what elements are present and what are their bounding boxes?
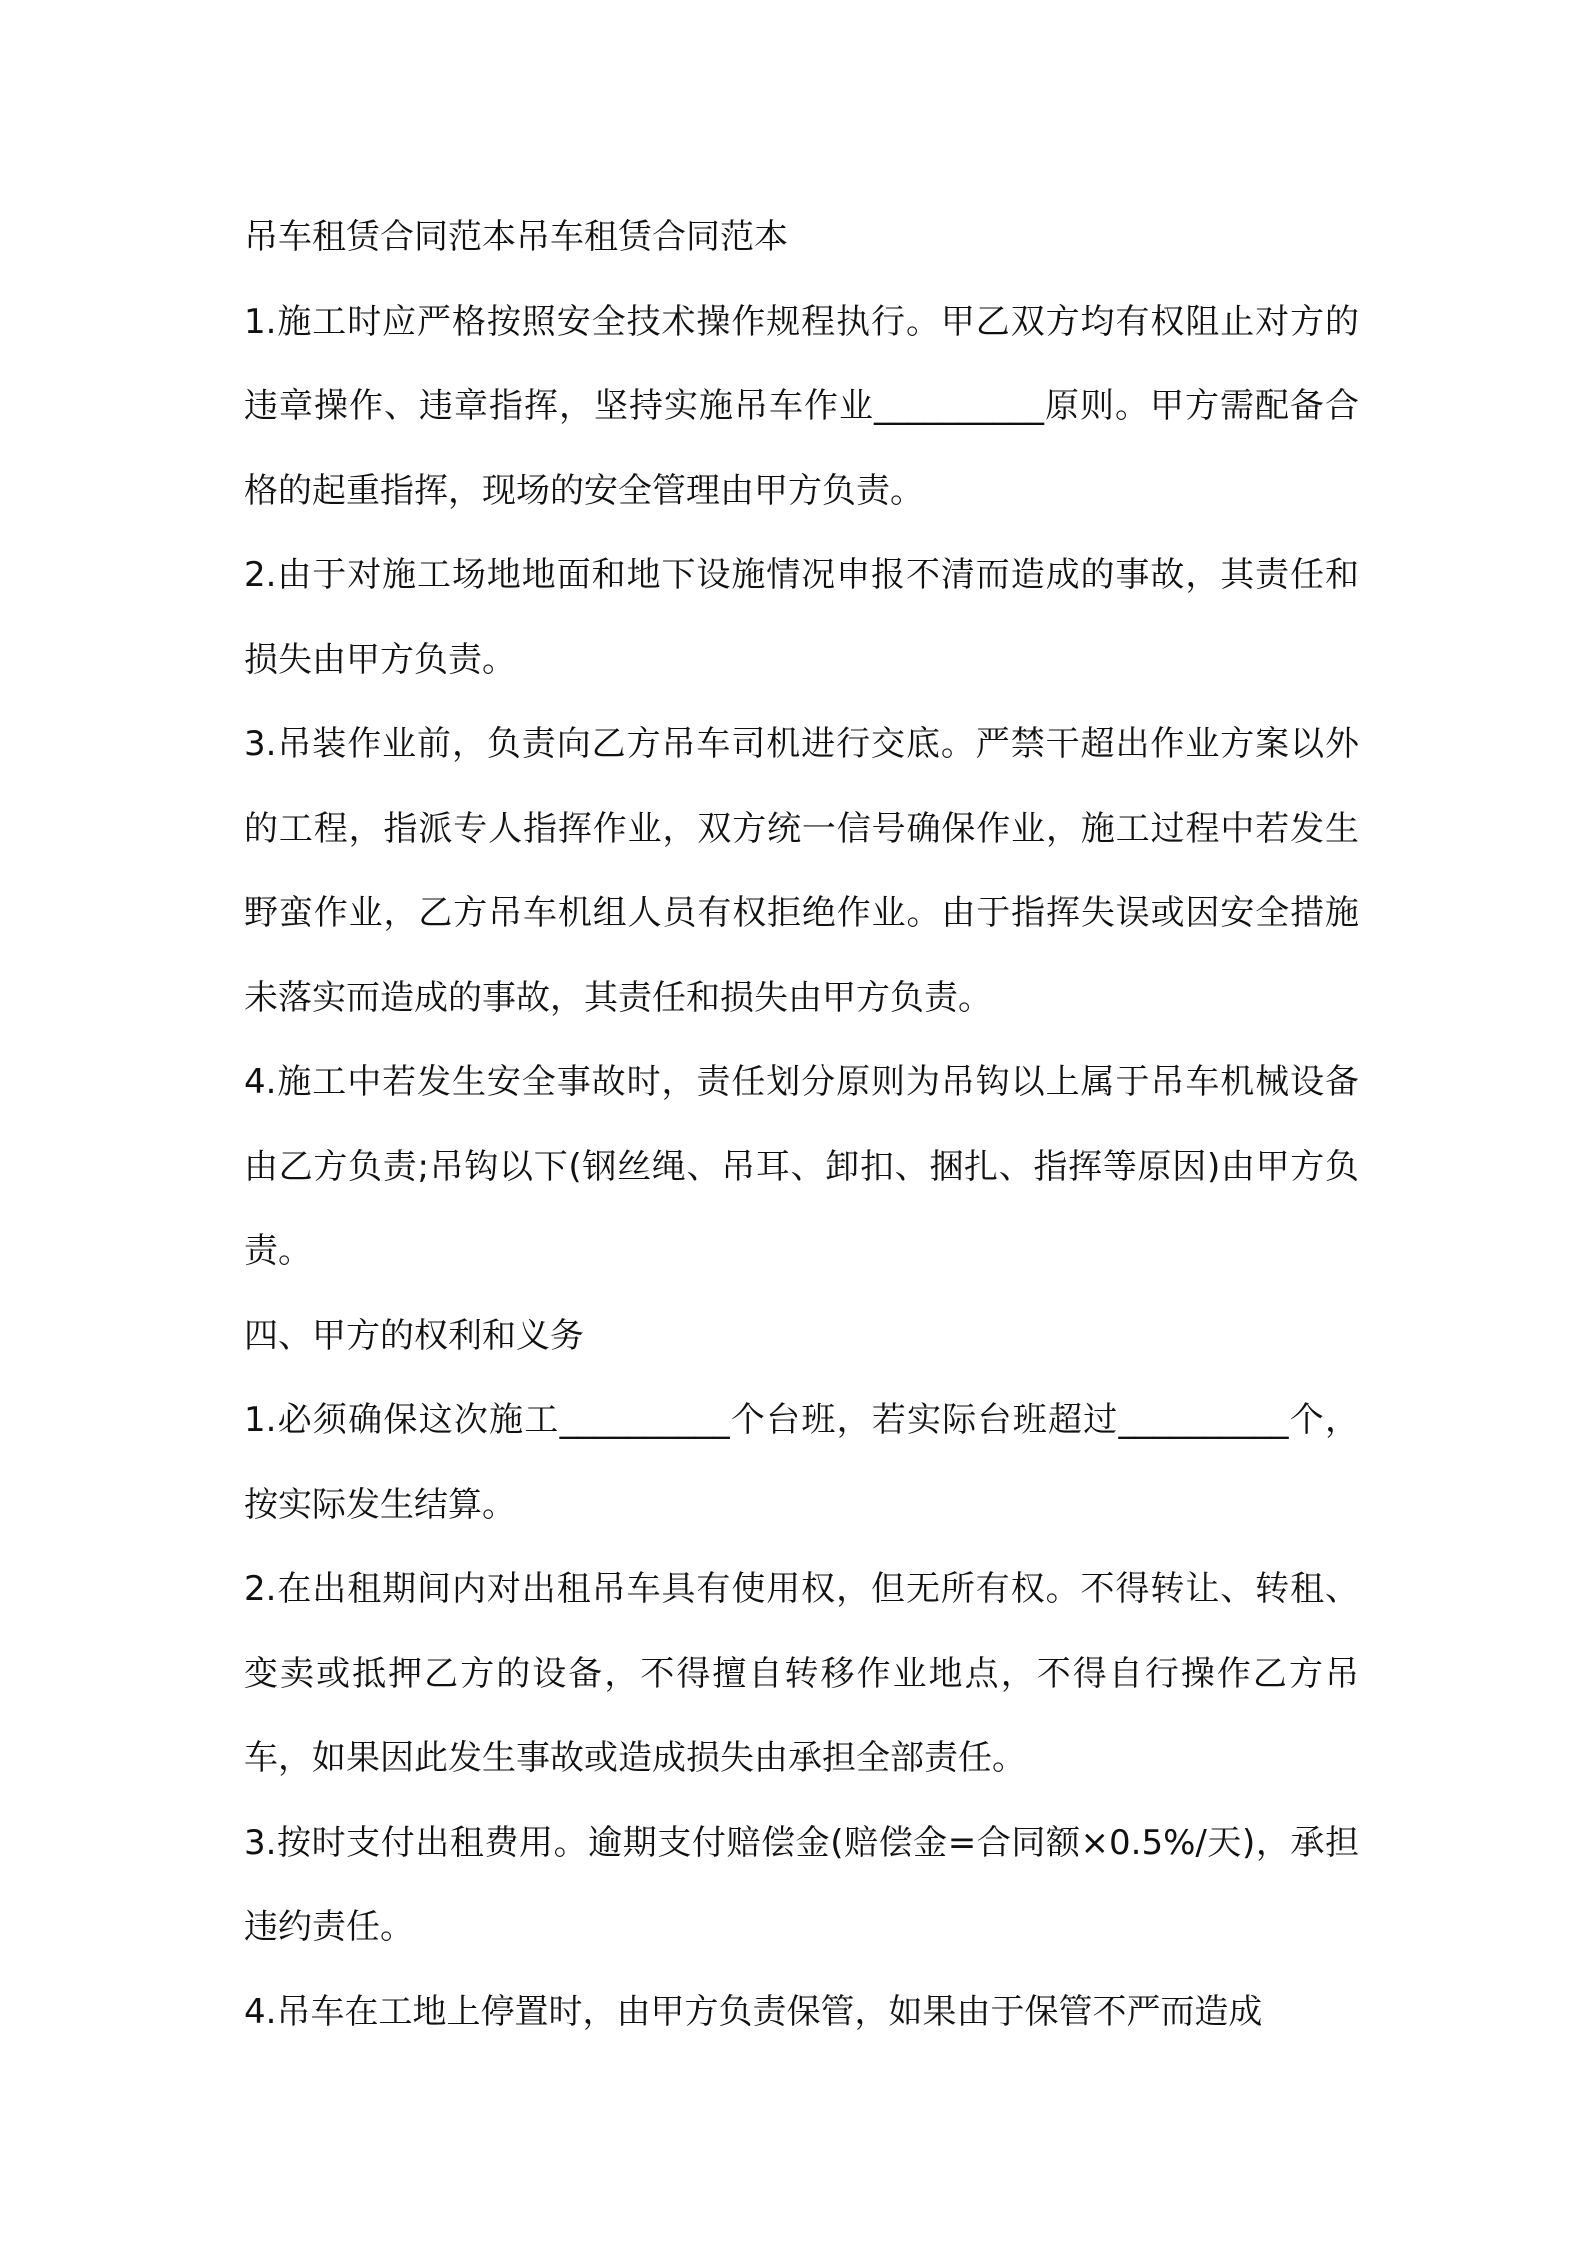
clause-accident-responsibility: 4.施工中若发生安全事故时，责任划分原则为吊钩以上属于吊车机械设备由乙方负责;吊钩以下(钢丝绳、吊耳、卸扣、捆扎、指挥等原因)由甲方负责。 (244, 1062, 1359, 1271)
clause-usage-rights: 2.在出租期间内对出租吊车具有使用权，但无所有权。不得转让、转租、变卖或抵押乙方的设备，不得擅自转移作业地点，不得自行操作乙方吊车，如果因此发生事故或造成损失由承担全部责任。 (244, 1569, 1359, 1778)
document-body (244, 195, 1359, 2054)
clause-pre-lifting-briefing: 3.吊装作业前，负责向乙方吊车司机进行交底。严禁干超出作业方案以外的工程，指派专人指挥作业，双方统一信号确保作业，施工过程中若发生野蛮作业，乙方吊车机组人员有权拒绝作业。由于指挥失误或因安全措施未落实而造成的事故，其责任和损失由甲方负责。 (244, 724, 1359, 1018)
section-heading-party-a-rights: 四、甲方的权利和义务 (244, 1315, 584, 1356)
document-title: 吊车租赁合同范本吊车租赁合同范本 (244, 217, 788, 257)
clause-site-declaration: 2.由于对施工场地地面和地下设施情况申报不清而造成的事故，其责任和损失由甲方负责。 (244, 555, 1359, 680)
clause-safety-operation: 1.施工时应严格按照安全技术操作规程执行。甲乙双方均有权阻止对方的违章操作、违章指挥，坚持实施吊车作业__________原则。甲方需配备合格的起重指挥，现场的安全管理由甲方负责。 (244, 301, 1359, 511)
clause-storage: 4.吊车在工地上停置时，由甲方负责保管，如果由于保管不严而造成 (244, 1991, 1263, 2032)
clause-shift-count: 1.必须确保这次施工__________个台班，若实际台班超过__________个，按实际发生结算。 (244, 1400, 1359, 1525)
clause-payment: 3.按时支付出租费用。逾期支付赔偿金(赔偿金=合同额×0.5%/天)，承担违约责任。 (244, 1822, 1359, 1947)
